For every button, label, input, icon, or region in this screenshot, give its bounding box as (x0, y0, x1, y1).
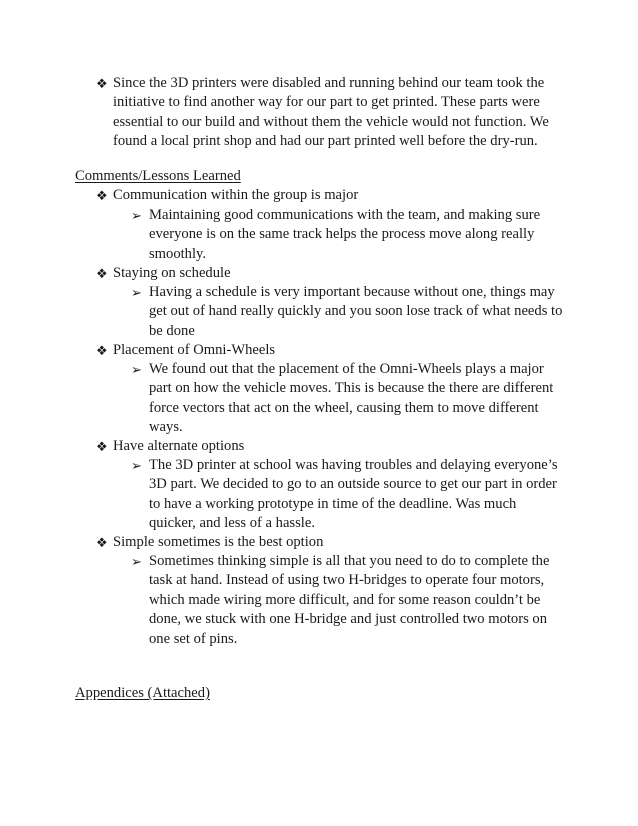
lesson-detail-schedule (131, 283, 566, 341)
lesson-item-omni-wheels (96, 341, 566, 360)
lesson-title: Staying on schedule (113, 265, 231, 281)
diamond-bullet-icon: ❖ (96, 188, 108, 203)
intro-text: Since the 3D printers were disabled and running behind our team took the initiative to find another way for our part to get printed. These parts were essential to our build and without them the vehicle would not function. We found a local print shop and had our part printed well before the dry-run. (113, 75, 549, 150)
lesson-detail-omni-wheels (131, 360, 566, 438)
comments-heading: Comments/Lessons Learned (75, 168, 241, 184)
lesson-title: Communication within the group is major (113, 187, 359, 203)
lesson-title: Simple sometimes is the best option (113, 534, 324, 550)
lesson-detail-simple-option (131, 552, 566, 649)
lesson-item-communication (96, 186, 566, 205)
lesson-detail-text: We found out that the placement of the Omni-Wheels plays a major part on how the vehicle moves. This is because the there are different force vectors that act on the wheel, causing them to move different ways. (149, 361, 554, 436)
lesson-item-simple-option (96, 533, 566, 552)
lesson-title: Have alternate options (113, 438, 245, 454)
diamond-bullet-icon: ❖ (96, 266, 108, 281)
arrow-bullet-icon: ➢ (131, 458, 142, 473)
diamond-bullet-icon: ❖ (96, 343, 108, 358)
lesson-title: Placement of Omni-Wheels (113, 342, 276, 358)
arrow-bullet-icon: ➢ (131, 285, 142, 300)
lesson-detail-communication (131, 206, 566, 264)
lesson-detail-text: Having a schedule is very important because without one, things may get out of hand really quickly and you soon lose track of what needs to be done (149, 284, 563, 339)
intro-bullet-item (96, 74, 566, 152)
lesson-item-alternate-options (96, 437, 566, 456)
arrow-bullet-icon: ➢ (131, 554, 142, 569)
lesson-detail-text: The 3D printer at school was having troubles and delaying everyone’s 3D part. We decided to go to an outside source to get our part in order to have a working prototype in time of the deadline. Was much quicker, and less of a hassle. (149, 457, 558, 532)
arrow-bullet-icon: ➢ (131, 208, 142, 223)
appendices-heading: Appendices (Attached) (75, 685, 210, 701)
lesson-detail-text: Sometimes thinking simple is all that you need to do to complete the task at hand. Instead of using two H-bridges to operate four motors, which made wiring more difficult, and for some reason couldn’t be done, we stuck with one H-bridge and just controlled two motors on one set of pins. (149, 553, 550, 647)
diamond-bullet-icon: ❖ (96, 76, 108, 91)
arrow-bullet-icon: ➢ (131, 362, 142, 377)
lesson-item-schedule (96, 264, 566, 283)
lesson-detail-text: Maintaining good communications with the team, and making sure everyone is on the same track helps the process move along really smoothly. (149, 207, 541, 262)
diamond-bullet-icon: ❖ (96, 535, 108, 550)
diamond-bullet-icon: ❖ (96, 439, 108, 454)
lesson-detail-alternate-options (131, 456, 566, 534)
